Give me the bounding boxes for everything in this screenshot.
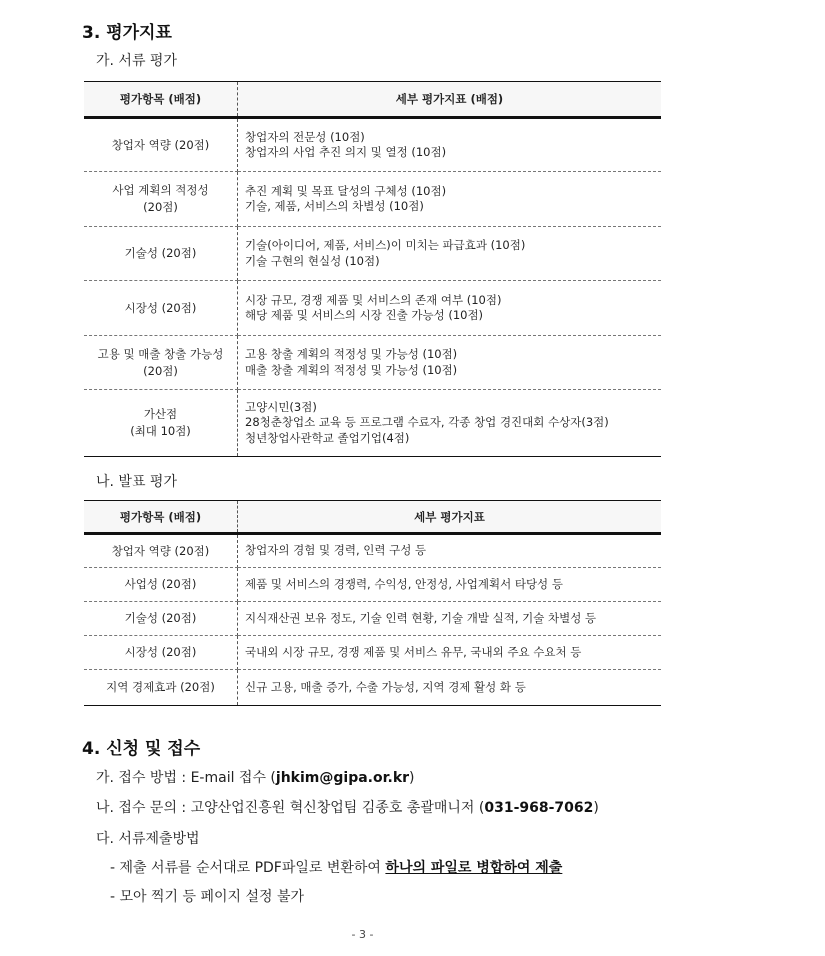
details-cell: 창업자의 전문성 (10점) 창업자의 사업 추진 의지 및 열정 (10점) xyxy=(238,118,662,172)
category-cell: 기술성 (20점) xyxy=(84,602,238,636)
details-cell: 국내외 시장 규모, 경쟁 제품 및 서비스 유무, 국내외 주요 수요처 등 xyxy=(238,636,662,670)
category-cell: 지역 경제효과 (20점) xyxy=(84,670,238,706)
header-category: 평가항목 (배점) xyxy=(84,82,238,118)
table-row xyxy=(84,281,661,336)
subsection-a-title: 가. 서류 평가 xyxy=(96,53,177,69)
table-row xyxy=(84,534,661,568)
details-cell: 추진 계획 및 목표 달성의 구체성 (10점) 기술, 제품, 서비스의 차별성 (10점) xyxy=(238,172,662,227)
table-header-row xyxy=(84,501,661,534)
category-cell: 가산점 (최대 10점) xyxy=(84,390,238,457)
details-cell: 고양시민(3점) 28청춘창업소 교육 등 프로그램 수료자, 각종 창업 경진대회 수상자(3점) 청년창업사관학교 졸업기업(4점) xyxy=(238,390,662,457)
category-cell: 고용 및 매출 창출 가능성 (20점) xyxy=(84,336,238,390)
table-row xyxy=(84,568,661,602)
details-cell: 신규 고용, 매출 증가, 수출 가능성, 지역 경제 활성 화 등 xyxy=(238,670,662,706)
submission-method: 가. 접수 방법 : E-mail 접수 (jhkim@gipa.or.kr) xyxy=(96,770,415,786)
table-row xyxy=(84,118,661,172)
category-cell: 시장성 (20점) xyxy=(84,636,238,670)
table-row xyxy=(84,670,661,706)
details-cell: 시장 규모, 경쟁 제품 및 서비스의 존재 여부 (10점) 해당 제품 및 서비스의 시장 진출 가능성 (10점) xyxy=(238,281,662,336)
details-cell: 창업자의 경험 및 경력, 인력 구성 등 xyxy=(238,534,662,568)
table-row xyxy=(84,336,661,390)
header-details: 세부 평가지표 (배점) xyxy=(238,82,662,118)
table-row xyxy=(84,227,661,281)
subsection-b-title: 나. 발표 평가 xyxy=(96,474,177,490)
category-cell: 기술성 (20점) xyxy=(84,227,238,281)
page-number: - 3 - xyxy=(351,928,374,941)
submission-guide-title: 다. 서류제출방법 xyxy=(96,831,200,847)
category-cell: 사업 계획의 적정성 (20점) xyxy=(84,172,238,227)
submission-inquiry: 나. 접수 문의 : 고양산업진흥원 혁신창업팀 김종호 총괄매니저 (031-968-7062) xyxy=(96,800,599,816)
details-cell: 지식재산권 보유 정도, 기술 인력 현황, 기술 개발 실적, 기술 차별성 등 xyxy=(238,602,662,636)
presentation-evaluation-table xyxy=(84,500,661,706)
category-cell: 사업성 (20점) xyxy=(84,568,238,602)
table-row xyxy=(84,602,661,636)
header-category: 평가항목 (배점) xyxy=(84,501,238,534)
section3-title: 3. 평가지표 xyxy=(82,23,172,43)
table-row xyxy=(84,390,661,457)
details-cell: 제품 및 서비스의 경쟁력, 수익성, 안정성, 사업계획서 타당성 등 xyxy=(238,568,662,602)
section4-title: 4. 신청 및 접수 xyxy=(82,739,201,759)
details-cell: 고용 창출 계획의 적정성 및 가능성 (10점) 매출 창출 계획의 적정성 및 가능성 (10점) xyxy=(238,336,662,390)
table-row xyxy=(84,636,661,670)
category-cell: 시장성 (20점) xyxy=(84,281,238,336)
details-cell: 기술(아이디어, 제품, 서비스)이 미치는 파급효과 (10점) 기술 구현의 현실성 (10점) xyxy=(238,227,662,281)
submission-bullet-1: - 제출 서류를 순서대로 PDF파일로 변환하여 하나의 파일로 병합하여 제출 xyxy=(110,860,563,876)
category-cell: 창업자 역량 (20점) xyxy=(84,534,238,568)
table-row xyxy=(84,172,661,227)
document-evaluation-table xyxy=(84,81,661,457)
contact-phone: 031-968-7062 xyxy=(484,800,594,816)
category-cell: 창업자 역량 (20점) xyxy=(84,118,238,172)
submission-bullet-2: - 모아 찍기 등 페이지 설정 불가 xyxy=(110,889,305,905)
table-header-row xyxy=(84,82,661,118)
contact-email: jhkim@gipa.or.kr xyxy=(275,770,410,786)
header-details: 세부 평가지표 xyxy=(238,501,662,534)
emphasis-text: 하나의 파일로 병합하여 제출 xyxy=(385,860,563,876)
